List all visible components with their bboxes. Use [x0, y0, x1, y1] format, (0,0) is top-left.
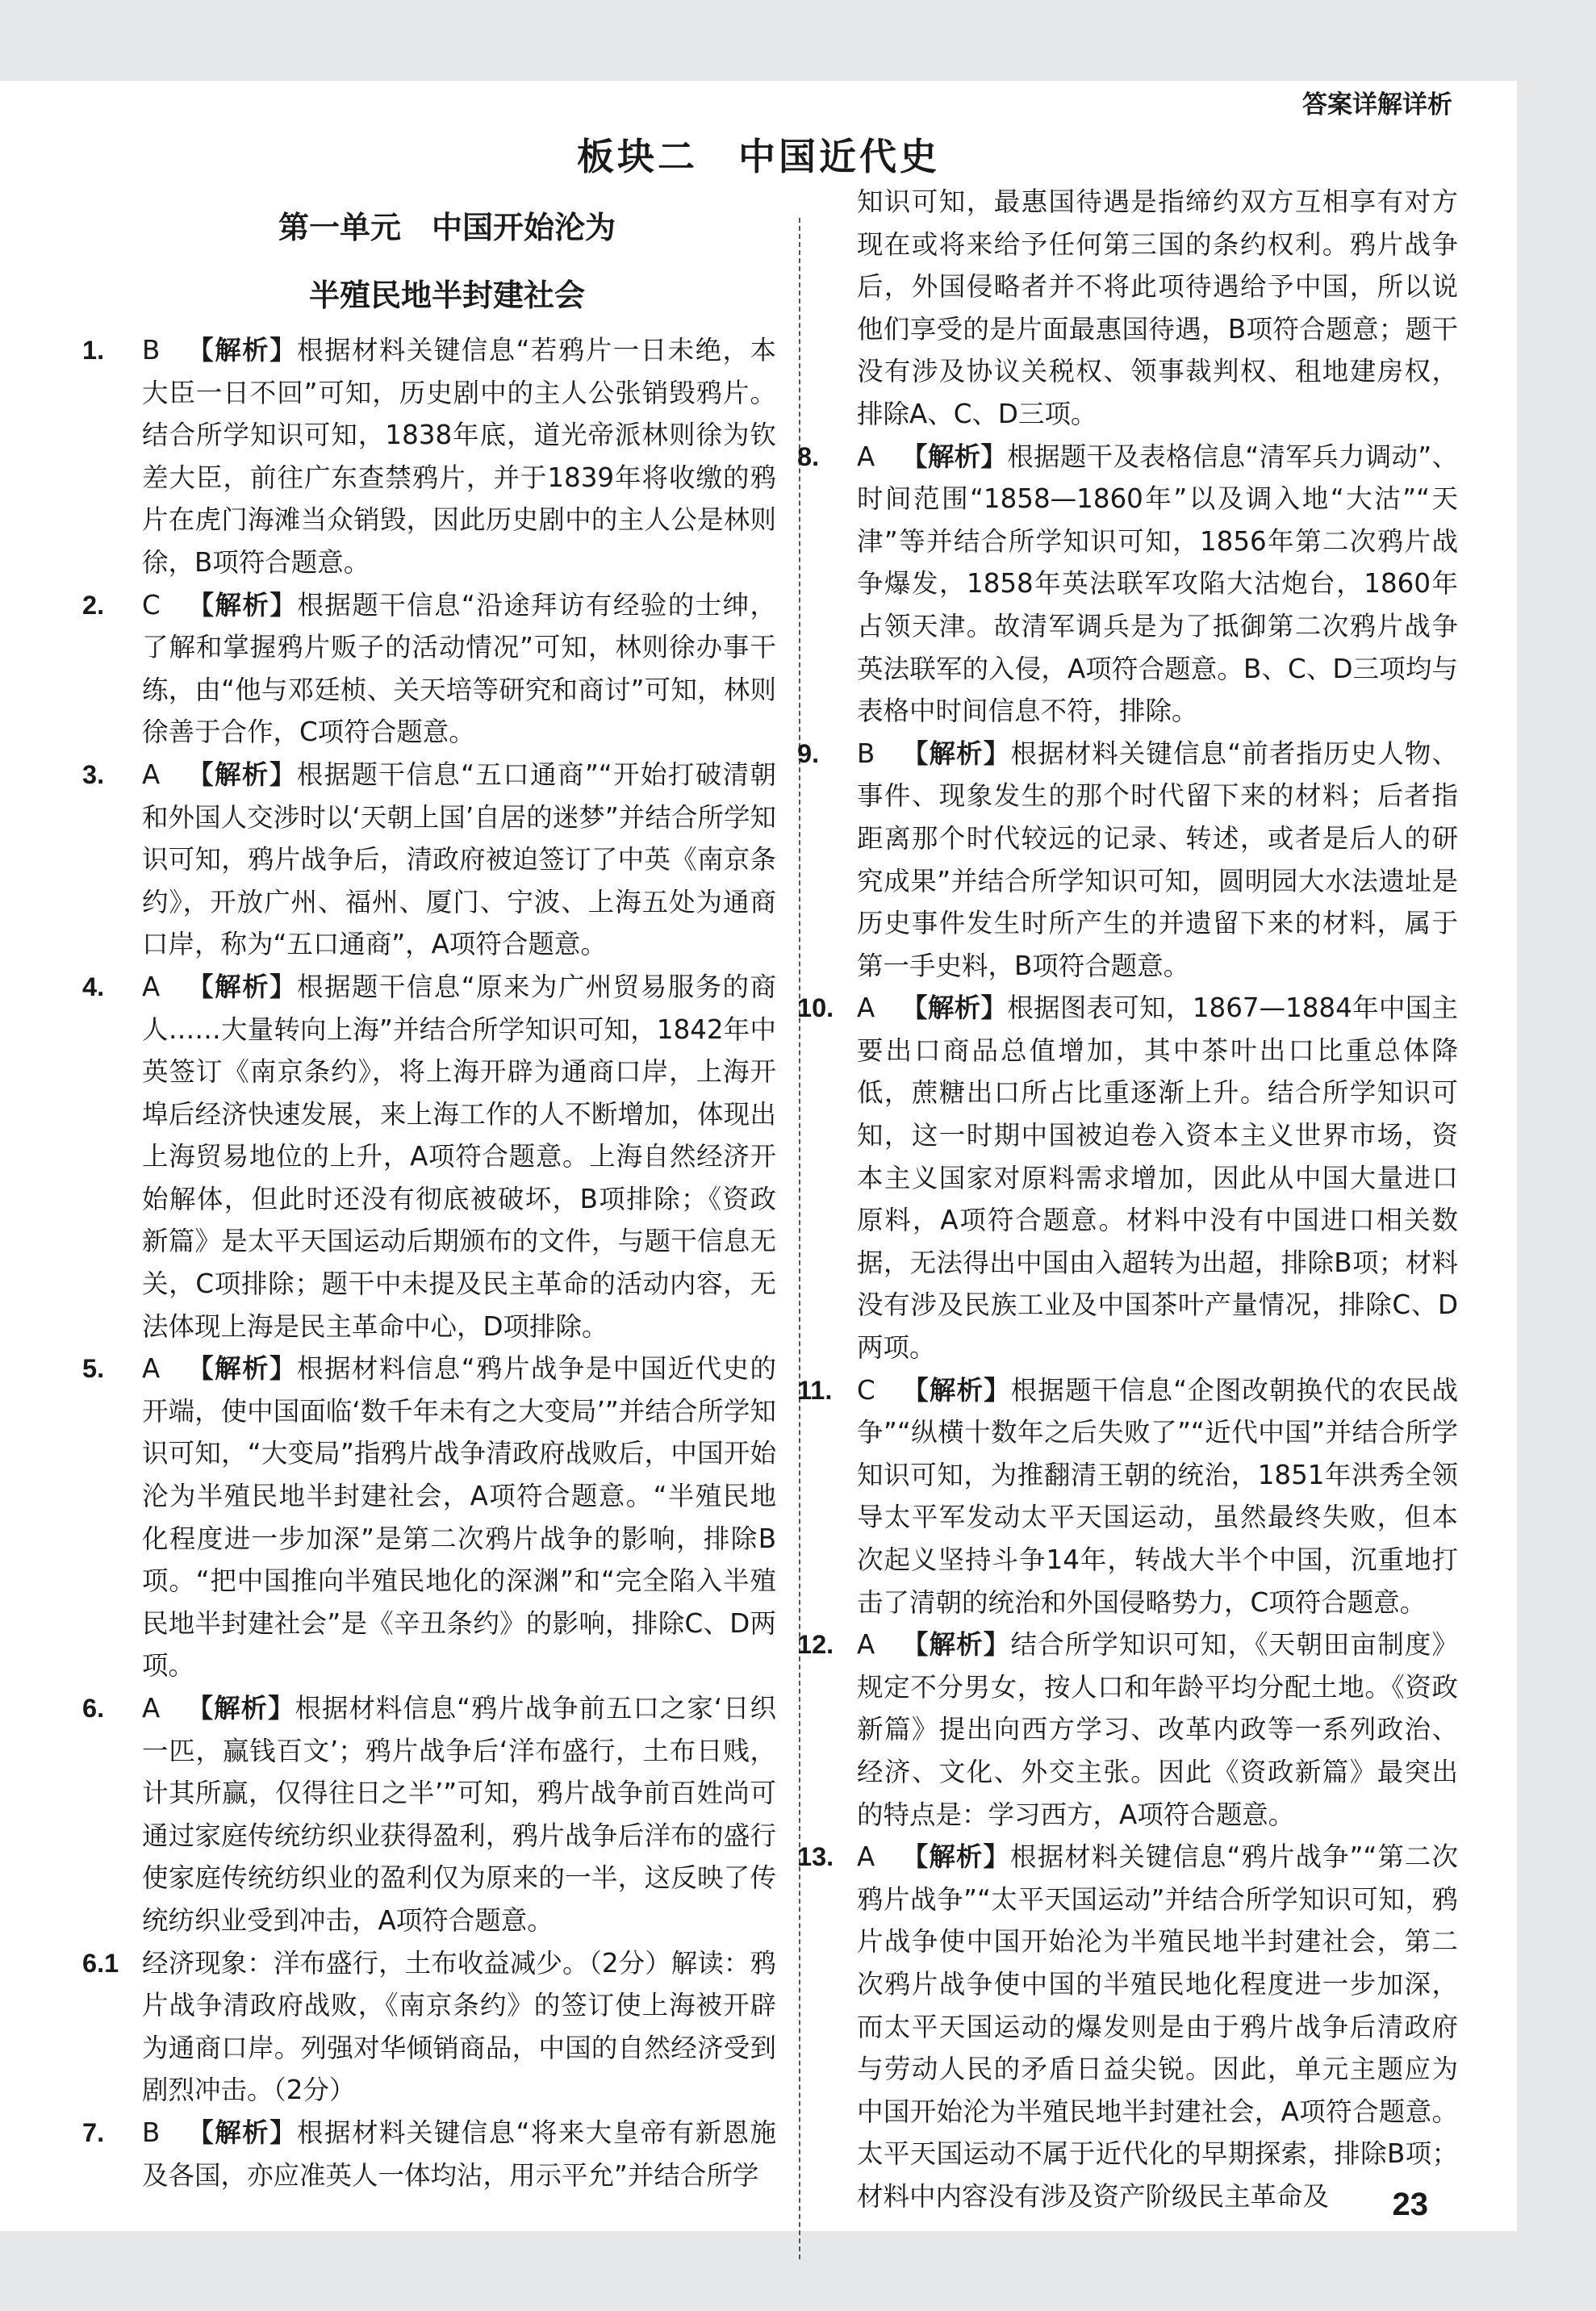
item-explanation: 经济现象：洋布盛行，土布收益减少。（2分）解读：鸦片战争清政府战败，《南京条约》的签订使上海被开辟为通商口岸。列强对华倾销商品，中国的自然经济受到剧烈冲击。（2分） — [142, 1947, 776, 2106]
analysis-tag: 【解析】 — [186, 1693, 295, 1724]
answer-item — [82, 329, 776, 584]
answer-item — [82, 1687, 776, 1942]
right-column — [797, 181, 1458, 2218]
analysis-tag: 【解析】 — [186, 971, 297, 1002]
item-explanation: 根据题干信息“企图改朝换代的农民战争”“纵横十数年之后失败了”“近代中国”并结合所学知识可知，为推翻清王朝的统治，1851年洪秀全领导太平军发动太平天国运动，虽然最终失败，但本次起义坚持斗争14年，转战大半个中国，沉重地打击了清朝的统治和外国侵略势力，C项符合题意。 — [857, 1374, 1458, 1618]
analysis-tag: 【解析】 — [186, 2117, 298, 2148]
item-answer: A — [142, 758, 161, 790]
item-number: 3. — [82, 759, 105, 789]
item-explanation: 根据材料关键信息“前者指历史人物、事件、现象发生的那个时代留下来的材料；后者指距离那个时代较远的记录、转述，或者是后人的研究成果”并结合所学知识可知，圆明园大水法遗址是历史事件发生时所产生的并遗留下来的材料，属于第一手史料，B项符合题意。 — [857, 738, 1458, 981]
item-explanation: 知识可知，最惠国待遇是指缔约双方互相享有对方现在或将来给予任何第三国的条约权利。鸦片战争后，外国侵略者并不将此项待遇给予中国，所以说他们享受的是片面最惠国待遇，B项符合题意；题干没有涉及协议关税权、领事裁判权、租地建房权，排除A、C、D三项。 — [857, 186, 1458, 429]
answer-item — [82, 754, 776, 966]
answer-item — [797, 1369, 1458, 1624]
column-divider — [799, 218, 800, 2259]
analysis-tag: 【解析】 — [901, 1374, 1011, 1406]
analysis-tag: 【解析】 — [186, 335, 298, 366]
item-explanation: 根据材料关键信息“鸦片战争”“第二次鸦片战争”“太平天国运动”并结合所学知识可知，鸦片战争使中国开始沦为半殖民地半封建社会，第二次鸦片战争使中国的半殖民地化程度进一步加深，而太平天国运动的爆发则是由于鸦片战争后清政府与劳动人民的矛盾日益尖锐。因此，单元主题应为中国开始沦为半殖民地半封建社会，A项符合题意。太平天国运动不属于近代化的早期探索，排除B项；材料中内容没有涉及资产阶级民主革命及 — [857, 1841, 1458, 2212]
item-explanation: 根据题干信息“沿途拜访有经验的士绅，了解和掌握鸦片贩子的活动情况”可知，林则徐办事干练，由“他与邓廷桢、关天培等研究和商讨”可知，林则徐善于合作，C项符合题意。 — [142, 589, 776, 748]
item-number: 9. — [797, 738, 820, 768]
item-answer: A — [857, 1629, 875, 1661]
item-explanation: 根据图表可知，1867—1884年中国主要出口商品总值增加，其中茶叶出口比重总体降低，蔗糖出口所占比重逐渐上升。结合所学知识可知，这一时期中国被迫卷入资本主义世界市场，资本主义国家对原料需求增加，因此从中国大量进口原料，A项符合题意。材料中没有中国进口相关数据，无法得出中国由入超转为出超，排除B项；材料没有涉及民族工业及中国茶叶产量情况，排除C、D两项。 — [857, 993, 1458, 1364]
item-explanation: 结合所学知识可知，《天朝田亩制度》规定不分男女，按人口和年龄平均分配土地。《资政新篇》提出向西方学习、改革内政等一系列政治、经济、文化、外交主张。因此《资政新篇》最突出的特点是：学习西方，A项符合题意。 — [857, 1629, 1458, 1830]
item-answer: C — [142, 589, 161, 621]
item-number: 12. — [797, 1630, 834, 1660]
item-number: 2. — [82, 590, 105, 620]
item-number: 7. — [82, 2117, 105, 2147]
item-answer: B — [142, 335, 161, 366]
item-answer: A — [857, 441, 875, 472]
answer-item — [797, 1836, 1458, 2217]
unit-title-line-1: 第一单元 中国开始沦为 — [278, 210, 616, 245]
analysis-tag: 【解析】 — [186, 589, 298, 621]
analysis-tag: 【解析】 — [900, 738, 1011, 769]
left-column — [82, 194, 776, 2196]
item-explanation: 根据材料信息“鸦片战争是中国近代史的开端，使中国面临‘数千年未有之大变局’”并结合所学知识可知，“大变局”指鸦片战争清政府战败后，中国开始沦为半殖民地半封建社会，A项符合题意。“半殖民地化程度进一步加深”是第二次鸦片战争的影响，排除B项。“把中国推向半殖民地化的深渊”和“完全陷入半殖民地半封建社会”是《辛丑条约》的影响，排除C、D两项。 — [142, 1353, 776, 1682]
answer-item — [82, 966, 776, 1348]
item-number: 8. — [797, 441, 820, 471]
answer-item — [82, 1348, 776, 1687]
analysis-tag: 【解析】 — [900, 1841, 1011, 1873]
answer-item — [82, 584, 776, 754]
item-answer: A — [857, 1841, 875, 1873]
item-number: 5. — [82, 1354, 105, 1384]
running-header: 答案详解详析 — [1302, 90, 1452, 119]
item-number: 4. — [82, 972, 105, 1001]
item-explanation: 根据题干及表格信息“清军兵力调动”、时间范围“1858—1860年”以及调入地“大沽”“天津”等并结合所学知识可知，1856年第二次鸦片战争爆发，1858年英法联军攻陷大沽炮台，1860年占领天津。故清军调兵是为了抵御第二次鸦片战争英法联军的入侵，A项符合题意。B、C、D三项均与表格中时间信息不符，排除。 — [857, 441, 1458, 727]
item-answer: A — [857, 993, 875, 1024]
item-explanation: 根据题干信息“原来为广州贸易服务的商人……大量转向上海”并结合所学知识可知，1842年中英签订《南京条约》，将上海开辟为通商口岸，上海开埠后经济快速发展，来上海工作的人不断增加，体现出上海贸易地位的上升，A项符合题意。上海自然经济开始解体，但此时还没有彻底被破坏，B项排除；《资政新篇》是太平天国运动后期颁布的文件，与题干信息无关，C项排除；题干中未提及民主革命的活动内容，无法体现上海是民主革命中心，D项排除。 — [142, 971, 776, 1342]
section-title: 板块二 中国近代史 — [577, 135, 940, 178]
item-number: 1. — [82, 336, 105, 365]
answer-item — [797, 436, 1458, 733]
item-answer: A — [142, 1353, 161, 1385]
analysis-tag: 【解析】 — [900, 441, 1008, 472]
answer-item — [797, 733, 1458, 988]
answer-item — [857, 181, 1458, 436]
analysis-tag: 【解析】 — [186, 1353, 297, 1385]
answer-item — [797, 987, 1458, 1369]
item-answer: A — [142, 1693, 161, 1724]
page-number: 23 — [1392, 2187, 1428, 2222]
item-number: 11. — [797, 1375, 833, 1405]
item-number: 6. — [82, 1694, 105, 1723]
answer-item — [82, 2112, 776, 2196]
item-explanation: 根据材料信息“鸦片战争前五口之家‘日织一匹，赢钱百文’；鸦片战争后‘洋布盛行，土布日贱，计其所赢，仅得往日之半’”可知，鸦片战争前百姓尚可通过家庭传统纺织业获得盈利，鸦片战争后洋布的盛行使家庭传统纺织业的盈利仅为原来的一半，这反映了传统纺织业受到冲击，A项符合题意。 — [142, 1693, 776, 1936]
item-number: 10. — [797, 993, 834, 1023]
answer-item — [797, 1624, 1458, 1836]
analysis-tag: 【解析】 — [186, 758, 297, 790]
document-page — [0, 81, 1517, 2231]
item-explanation: 根据题干信息“五口通商”“开始打破清朝和外国人交涉时以‘天朝上国’自居的迷梦”并结合所学知识可知，鸦片战争后，清政府被迫签订了中英《南京条约》，开放广州、福州、厦门、宁波、上海五处为通商口岸，称为“五口通商”，A项符合题意。 — [142, 758, 776, 960]
answer-item — [82, 1942, 776, 2112]
item-number: 13. — [797, 1842, 834, 1872]
item-number: 6.1 — [82, 1948, 119, 1978]
item-explanation: 根据材料关键信息“将来大皇帝有新恩施及各国，亦应准英人一体均沾，用示平允”并结合所学 — [142, 2117, 776, 2191]
item-answer: C — [857, 1374, 875, 1406]
item-answer: B — [142, 2117, 161, 2148]
item-explanation: 根据材料关键信息“若鸦片一日未绝，本大臣一日不回”可知，历史剧中的主人公张销毁鸦片。结合所学知识可知，1838年底，道光帝派林则徐为钦差大臣，前往广东查禁鸦片，并于1839年将收缴的鸦片在虎门海滩当众销毁，因此历史剧中的主人公是林则徐，B项符合题意。 — [142, 335, 776, 578]
analysis-tag: 【解析】 — [900, 1629, 1011, 1661]
unit-title-line-2: 半殖民地半封建社会 — [308, 278, 585, 313]
analysis-tag: 【解析】 — [900, 993, 1008, 1024]
item-answer: B — [857, 738, 875, 769]
item-answer: A — [142, 971, 161, 1002]
